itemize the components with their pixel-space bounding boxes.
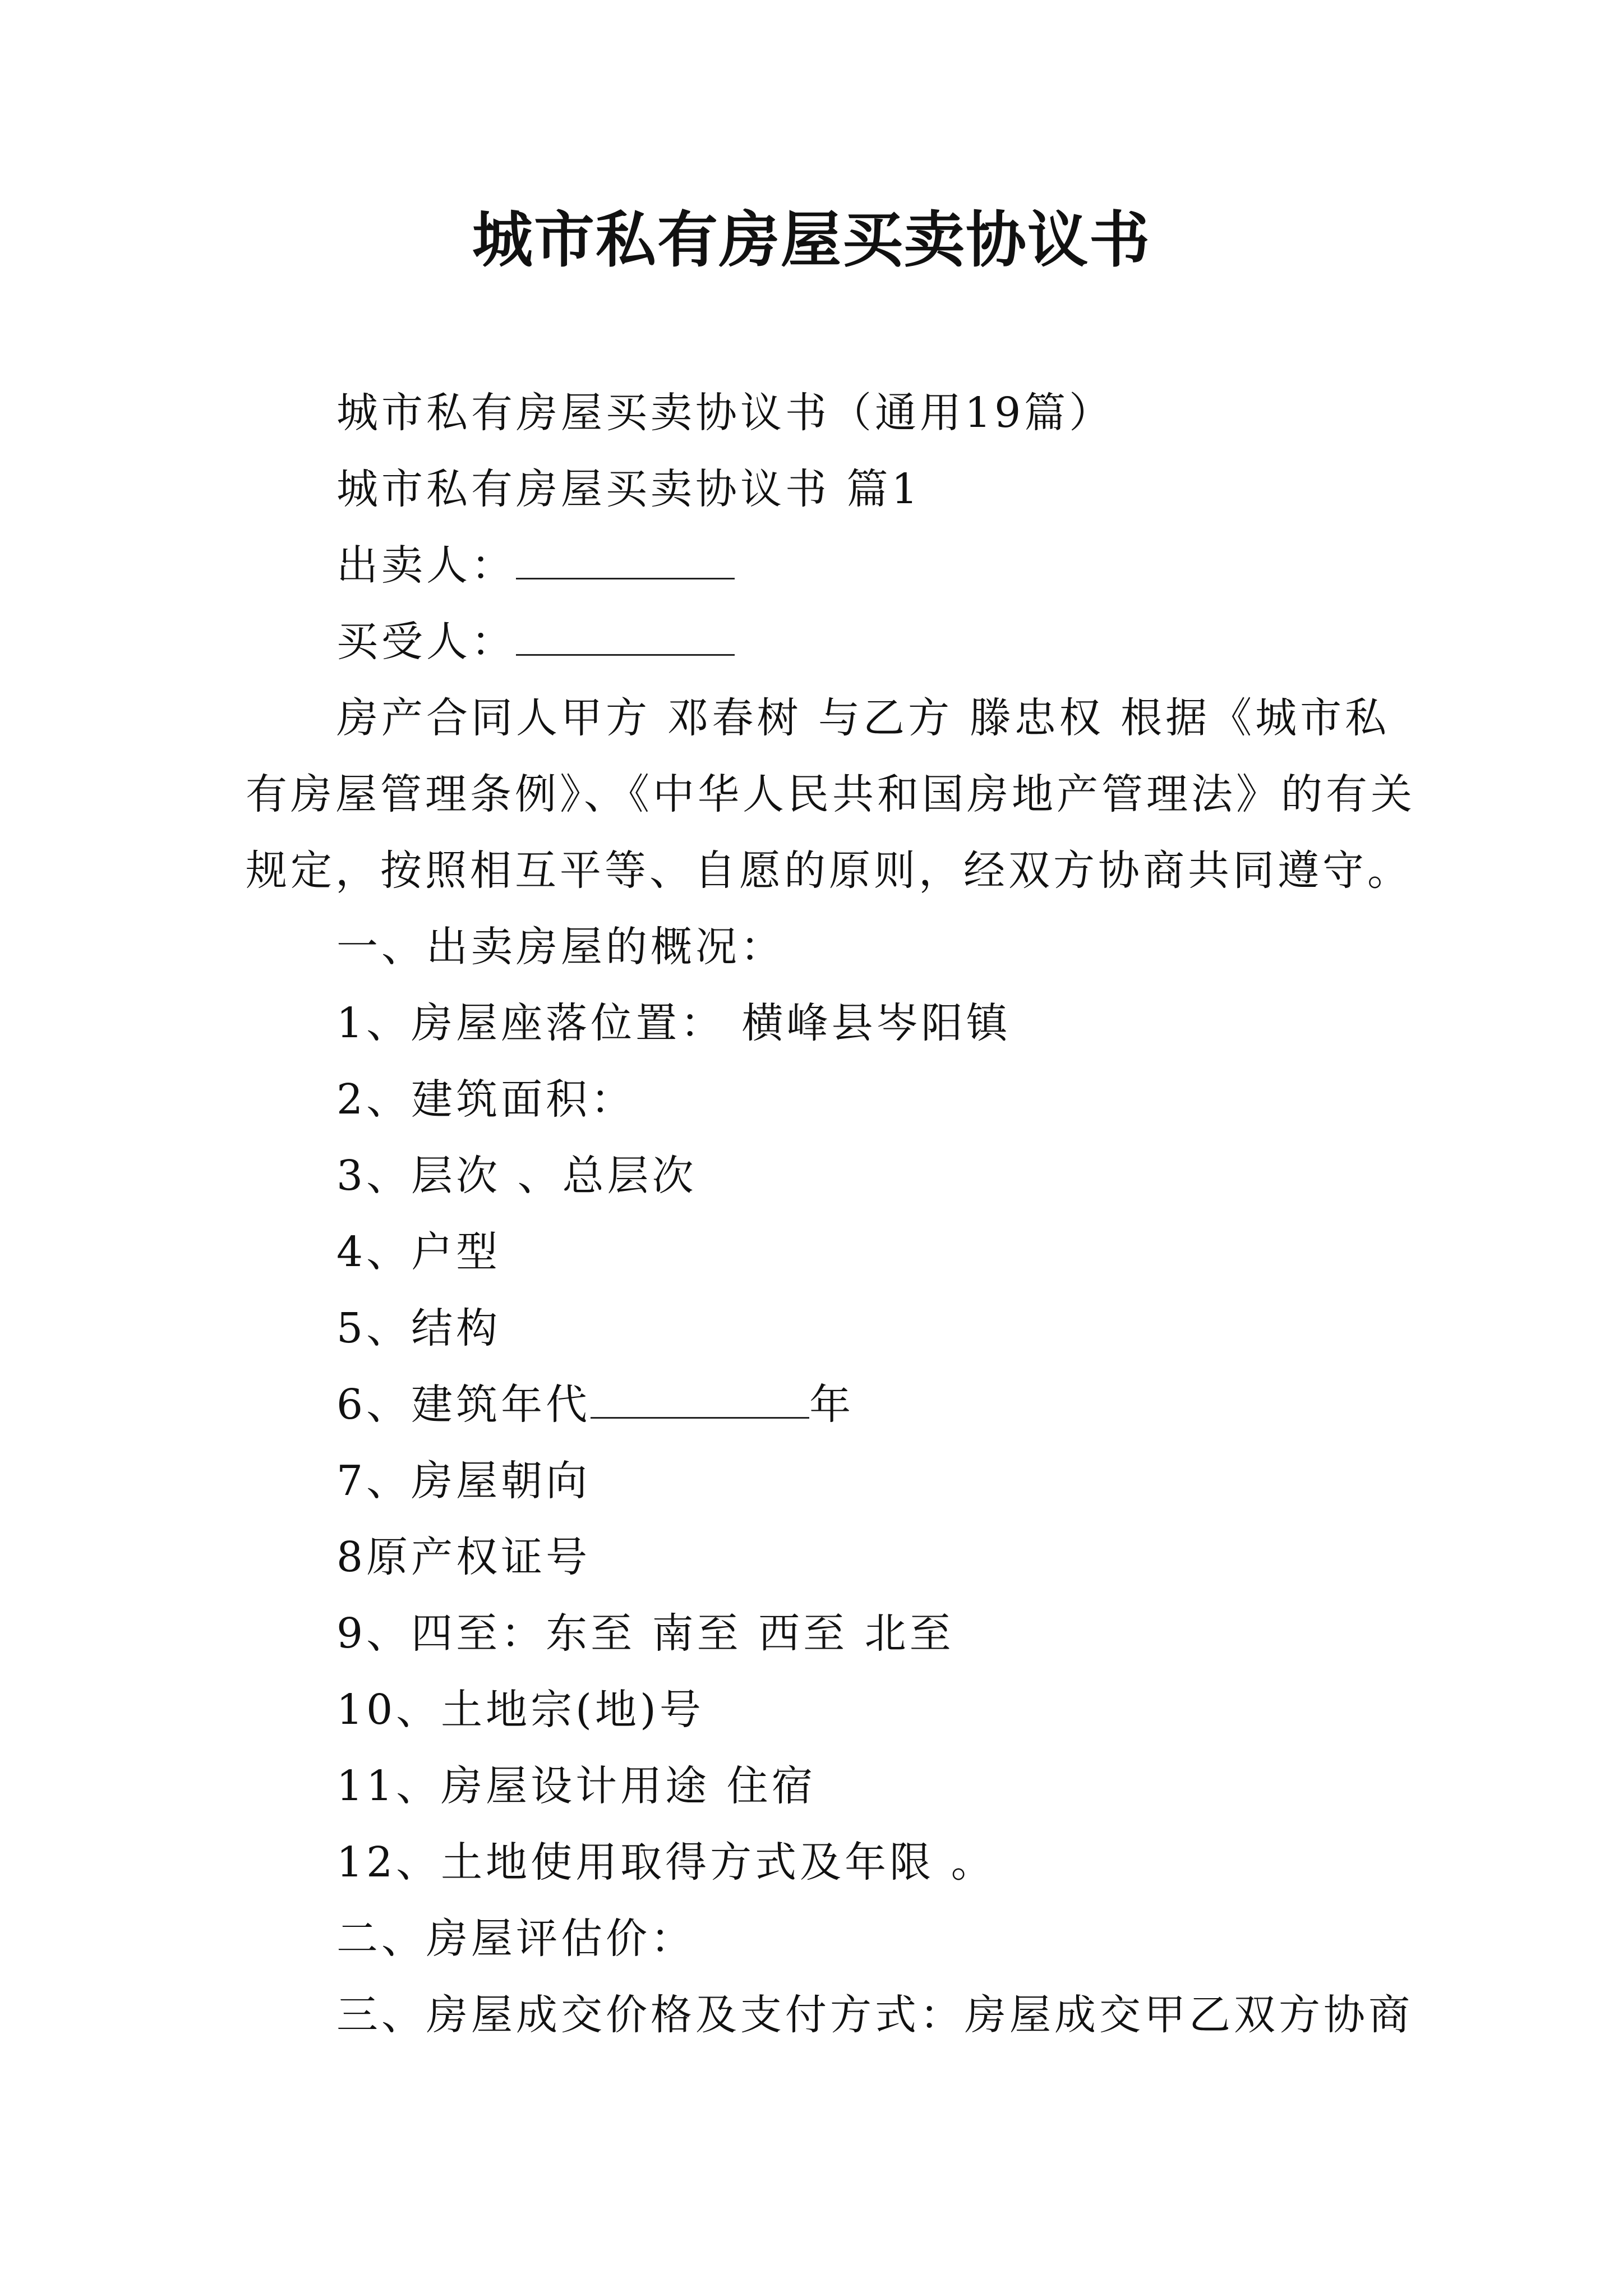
intro-line-3: 规定，按照相互平等、自愿的原则，经双方协商共同遵守。 [246,846,1412,895]
intro-line-2: 有房屋管理条例》、《中华人民共和国房地产管理法》的有关 [246,770,1415,818]
subtitle: 城市私有房屋买卖协议书（通用19篇） [336,389,1114,437]
item-usage: 11、房屋设计用途 住宿 [336,1762,817,1810]
item-boundaries: 9、四至：东至 南至 西至 北至 [336,1609,955,1658]
part1-heading: 一、出卖房屋的概况： [336,923,785,971]
item-structure: 5、结构 [336,1304,501,1352]
item-orientation: 7、房屋朝向 [336,1457,591,1505]
item-year-suffix: 年 [809,1381,855,1429]
year-blank [591,1378,809,1419]
item-land-no: 10、土地宗(地)号 [336,1686,704,1734]
item-layout: 4、户型 [336,1228,501,1276]
document-body [246,375,1415,2053]
seller-label: 出卖人： [336,541,516,590]
item-location: 1、房屋座落位置： 横峰县岑阳镇 [336,999,1011,1047]
part3-line: 三、房屋成交价格及支付方式：房屋成交甲乙双方协商 [336,1991,1413,2039]
buyer-line [246,604,1384,680]
item-year-prefix: 6、建筑年代 [336,1381,591,1429]
intro-line-1: 房产合同人甲方 邓春树 与乙方 滕忠权 根据《城市私 [336,694,1390,742]
item-floor: 3、层次 、总层次 [336,1152,697,1200]
part2-heading: 二、房屋评估价： [336,1915,695,1963]
document-title: 城市私有房屋买卖协议书 [472,205,1151,275]
seller-blank [516,539,735,579]
item-cert: 8原产权证号 [336,1533,591,1581]
section-heading: 城市私有房屋买卖协议书 篇1 [336,465,921,513]
item-year [246,1366,1384,1443]
item-land-use: 12、土地使用取得方式及年限 。 [336,1838,996,1887]
buyer-blank [516,615,735,656]
buyer-label: 买受人： [336,618,516,666]
item-area: 2、建筑面积： [336,1075,636,1124]
seller-line [246,527,1384,604]
